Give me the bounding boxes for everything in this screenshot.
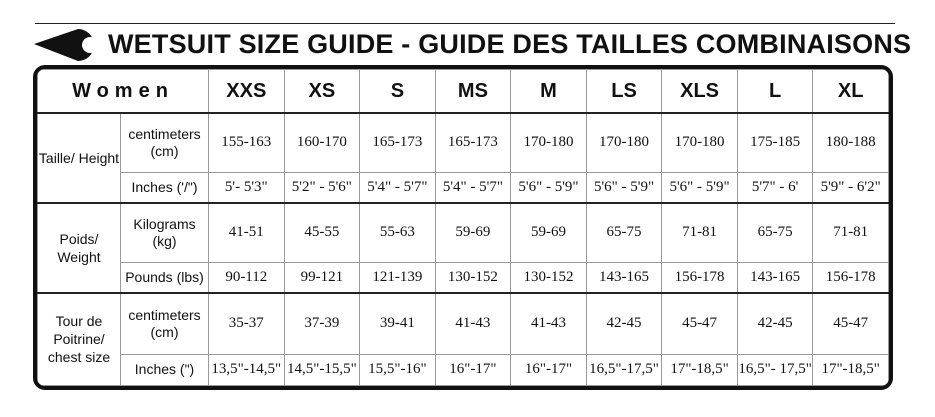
value-cell: 180-188 [813, 113, 889, 172]
value-cell: 14,5"-15,5" [284, 354, 360, 385]
value-cell: 5'6" - 5'9" [511, 172, 587, 203]
value-cell: 5'4" - 5'7" [360, 172, 436, 203]
value-cell: 156-178 [662, 262, 738, 293]
value-cell: 13,5"-14,5" [209, 354, 285, 385]
value-cell: 17"-18,5" [813, 354, 889, 385]
value-cell: 130-152 [435, 262, 511, 293]
size-header: L [737, 70, 813, 114]
value-cell: 41-43 [511, 293, 587, 354]
table-row [38, 293, 889, 354]
value-cell: 65-75 [737, 203, 813, 262]
value-cell: 45-47 [813, 293, 889, 354]
value-cell: 130-152 [511, 262, 587, 293]
value-cell: 156-178 [813, 262, 889, 293]
value-cell: 121-139 [360, 262, 436, 293]
value-cell: 39-41 [360, 293, 436, 354]
size-header: LS [586, 70, 662, 114]
value-cell: 143-165 [586, 262, 662, 293]
value-cell: 90-112 [209, 262, 285, 293]
unit-label: centimeters (cm) [121, 293, 209, 354]
group-label: Poids/ Weight [38, 203, 121, 293]
table-row [38, 262, 889, 293]
value-cell: 5'9" - 6'2" [813, 172, 889, 203]
header-row [38, 70, 889, 114]
value-cell: 99-121 [284, 262, 360, 293]
value-cell: 5'4" - 5'7" [435, 172, 511, 203]
group-label: Taille/ Height [38, 113, 121, 203]
value-cell: 5'6" - 5'9" [586, 172, 662, 203]
value-cell: 41-51 [209, 203, 285, 262]
value-cell: 165-173 [360, 113, 436, 172]
value-cell: 175-185 [737, 113, 813, 172]
value-cell: 35-37 [209, 293, 285, 354]
size-header: MS [435, 70, 511, 114]
value-cell: 55-63 [360, 203, 436, 262]
value-cell: 5'2" - 5'6" [284, 172, 360, 203]
value-cell: 5'7" - 6' [737, 172, 813, 203]
value-cell: 170-180 [586, 113, 662, 172]
table-row [38, 113, 889, 172]
size-header: S [360, 70, 436, 114]
unit-label: Inches (") [121, 354, 209, 385]
value-cell: 16,5"-17,5" [586, 354, 662, 385]
value-cell: 65-75 [586, 203, 662, 262]
value-cell: 160-170 [284, 113, 360, 172]
value-cell: 41-43 [435, 293, 511, 354]
table-row [38, 203, 889, 262]
top-rule [35, 23, 895, 24]
women-label: Women [38, 70, 209, 114]
value-cell: 59-69 [511, 203, 587, 262]
value-cell: 16"-17" [435, 354, 511, 385]
logo-icon [32, 25, 110, 65]
unit-label: Inches ('/") [121, 172, 209, 203]
value-cell: 16"-17" [511, 354, 587, 385]
value-cell: 5'6" - 5'9" [662, 172, 738, 203]
value-cell: 165-173 [435, 113, 511, 172]
group-label: Tour de Poitrine/ chest size [38, 293, 121, 386]
value-cell: 155-163 [209, 113, 285, 172]
value-cell: 170-180 [662, 113, 738, 172]
size-header: XLS [662, 70, 738, 114]
size-table [37, 69, 889, 386]
unit-label: Kilograms (kg) [121, 203, 209, 262]
value-cell: 42-45 [586, 293, 662, 354]
value-cell: 143-165 [737, 262, 813, 293]
value-cell: 42-45 [737, 293, 813, 354]
value-cell: 71-81 [813, 203, 889, 262]
page-title: WETSUIT SIZE GUIDE - GUIDE DES TAILLES COMBINAISONS [108, 29, 912, 59]
value-cell: 5'- 5'3" [209, 172, 285, 203]
size-header: XS [284, 70, 360, 114]
size-header: XXS [209, 70, 285, 114]
value-cell: 45-47 [662, 293, 738, 354]
size-table-frame [33, 65, 893, 390]
value-cell: 37-39 [284, 293, 360, 354]
value-cell: 45-55 [284, 203, 360, 262]
unit-label: centimeters (cm) [121, 113, 209, 172]
unit-label: Pounds (lbs) [121, 262, 209, 293]
value-cell: 71-81 [662, 203, 738, 262]
table-row [38, 354, 889, 385]
value-cell: 16,5"- 17,5" [737, 354, 813, 385]
table-row [38, 172, 889, 203]
value-cell: 170-180 [511, 113, 587, 172]
size-header: XL [813, 70, 889, 114]
value-cell: 15,5"-16" [360, 354, 436, 385]
size-header: M [511, 70, 587, 114]
value-cell: 17"-18,5" [662, 354, 738, 385]
value-cell: 59-69 [435, 203, 511, 262]
